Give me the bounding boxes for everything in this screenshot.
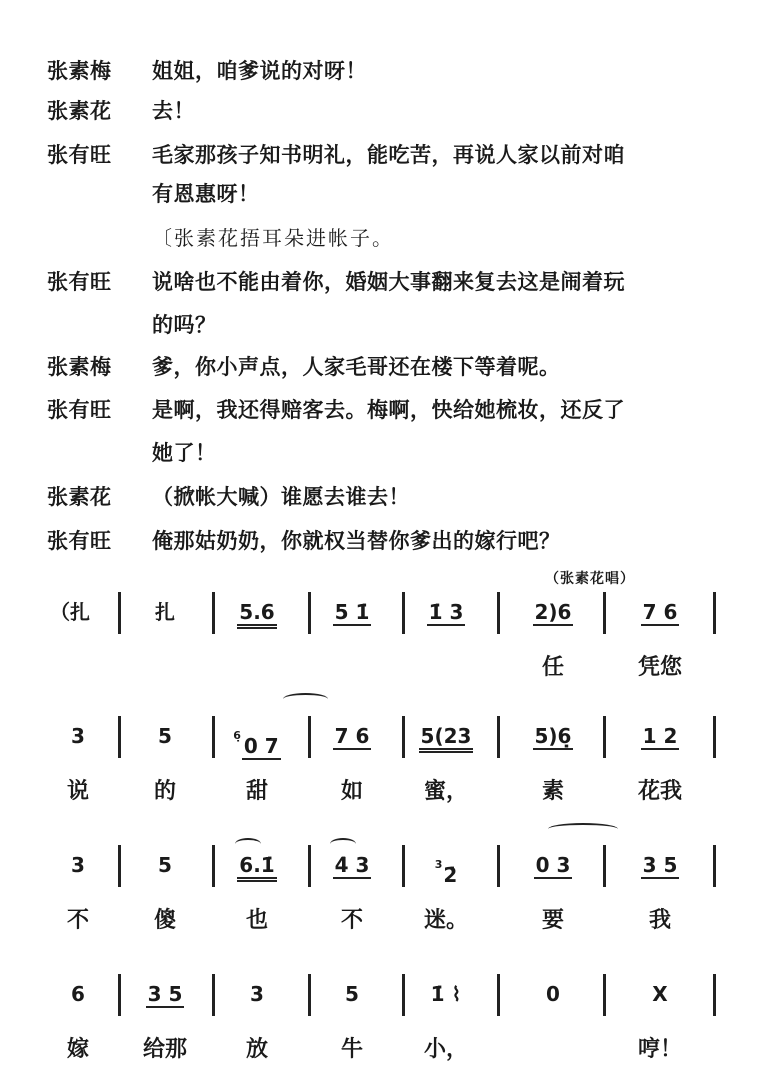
lyric-syllable: 我	[648, 908, 671, 933]
note-text: 0	[546, 982, 560, 1006]
note-cell	[212, 724, 302, 760]
lyric-syllable: 不	[340, 908, 363, 933]
note-text: X	[652, 982, 668, 1006]
dialogue-text: 俺那姑奶奶，你就权当替你爹出的嫁行吧？	[152, 529, 561, 553]
lyric-syllable: 甜	[245, 779, 268, 804]
bar-line	[603, 592, 606, 634]
bar-line	[603, 845, 606, 887]
lyric-syllable: 要	[541, 908, 564, 933]
note-cell	[307, 982, 397, 1006]
note-text: 5	[158, 853, 172, 877]
lyric-syllable: 花我	[637, 779, 682, 804]
dialogue-text: 爹，你小声点，人家毛哥还在楼下等着呢。	[152, 355, 561, 379]
dialogue-text: 毛家那孩子知书明礼，能吃苦，再说人家以前对咱	[152, 143, 625, 167]
dialogue-text: 去！	[152, 99, 195, 123]
slur	[330, 838, 356, 850]
note-text: 2)6	[534, 600, 572, 624]
note-text: 7 6	[642, 600, 678, 624]
note-text: 5 1̇	[334, 600, 370, 624]
speaker-name: 张有旺	[47, 143, 112, 167]
note-cell	[401, 724, 491, 753]
bar-line	[603, 974, 606, 1016]
bar-line	[713, 845, 716, 887]
lyric-syllable: 小，	[423, 1037, 468, 1062]
lyric-syllable: 牛	[340, 1037, 363, 1062]
note-text: 0 3	[535, 853, 571, 877]
note-text: 3	[250, 982, 264, 1006]
slur	[235, 838, 261, 850]
note-text: 5.6	[237, 600, 276, 629]
lyric-syllable: 蜜，	[423, 779, 468, 804]
note-cell	[307, 600, 397, 626]
lyric-syllable: 傻	[153, 908, 176, 933]
note-text: 3 5	[642, 853, 678, 877]
lyric-syllable: 也	[245, 908, 268, 933]
note-cell	[401, 853, 491, 887]
note-cell	[615, 724, 705, 750]
speaker-name: 张有旺	[47, 398, 112, 422]
dialogue-text: 姐姐，咱爹说的对呀！	[152, 59, 367, 83]
note-cell	[33, 982, 123, 1006]
note-cell	[212, 853, 302, 882]
lyric-syllable: 如	[340, 779, 363, 804]
note-text: 6	[71, 982, 85, 1006]
dialogue-text: 说啥也不能由着你，婚姻大事翻来复去这是闹着玩	[152, 270, 625, 294]
note-cell	[508, 982, 598, 1006]
note-cell	[307, 853, 397, 879]
note-text: 7 6	[334, 724, 370, 748]
dialogue-text: 是啊，我还得赔客去。梅啊，快给她梳妆，还反了	[152, 398, 625, 422]
speaker-name: 张有旺	[47, 270, 112, 294]
note-cell	[212, 600, 302, 629]
lyric-syllable: 放	[245, 1037, 268, 1062]
bar-line	[603, 716, 606, 758]
lyric-syllable: 素	[541, 779, 564, 804]
bar-line	[497, 716, 500, 758]
lyric-syllable: 不	[66, 908, 89, 933]
note-cell	[212, 982, 302, 1006]
note-text: 3 5	[147, 982, 183, 1006]
bar-line	[497, 845, 500, 887]
grace-note: 6̣	[233, 729, 241, 742]
note-cell	[508, 853, 598, 879]
bar-line	[497, 974, 500, 1016]
note-cell	[401, 600, 491, 626]
lyric-syllable: 给那	[142, 1037, 187, 1062]
note-text: 2̇	[443, 863, 458, 887]
lyric-syllable: 迷。	[423, 908, 468, 933]
lyric-syllable: 嫁	[66, 1037, 89, 1062]
note-cell	[50, 600, 90, 624]
note-text: 1̇ ⌇	[430, 982, 462, 1006]
note-text: 1 2	[642, 724, 678, 748]
note-text: 5)6̣	[534, 724, 572, 748]
note-cell	[615, 982, 705, 1006]
dialogue-text: （掀帐大喊）谁愿去谁去！	[152, 485, 410, 509]
bar-line	[497, 592, 500, 634]
lyric-syllable: 凭您	[637, 655, 682, 680]
bar-line	[713, 974, 716, 1016]
lyric-syllable: 任	[541, 655, 564, 680]
note-cell	[120, 853, 210, 877]
note-cell	[615, 853, 705, 879]
note-text: 6.1̇	[237, 853, 276, 882]
speaker-name: 张素花	[47, 485, 112, 509]
note-cell	[33, 724, 123, 748]
speaker-name: 张素梅	[47, 355, 112, 379]
speaker-name: 张有旺	[47, 529, 112, 553]
note-text: 扎	[155, 600, 175, 624]
note-text: 5	[158, 724, 172, 748]
note-cell	[120, 724, 210, 748]
lyric-syllable: 说	[66, 779, 89, 804]
note-cell	[508, 724, 598, 750]
dialogue-text-continued: 有恩惠呀！	[152, 182, 260, 206]
slur	[548, 823, 618, 835]
lyric-syllable: 的	[153, 779, 176, 804]
note-text: 3	[71, 853, 85, 877]
note-cell	[307, 724, 397, 750]
lyric-syllable: 哼！	[637, 1037, 682, 1062]
grace-note: 3	[434, 858, 443, 871]
note-text: 1̇ 3	[428, 600, 464, 624]
speaker-name: 张素梅	[47, 59, 112, 83]
dialogue-text-continued: 她了！	[152, 441, 217, 465]
speaker-name: 张素花	[47, 99, 112, 123]
note-cell	[615, 600, 705, 626]
note-cell	[120, 600, 210, 624]
note-cell	[508, 600, 598, 626]
note-cell	[120, 982, 210, 1008]
note-text: （扎	[50, 600, 90, 624]
note-text: 5(23	[419, 724, 474, 753]
note-text: 0 7	[243, 734, 279, 758]
stage-direction: 〔张素花捂耳朵进帐子。	[152, 226, 394, 250]
note-text: 3	[71, 724, 85, 748]
note-cell	[33, 853, 123, 877]
singer-annotation: （张素花唱）	[545, 571, 635, 587]
dialogue-text-continued: 的吗？	[152, 313, 217, 337]
note-text: 4̇ 3	[334, 853, 370, 877]
bar-line	[713, 716, 716, 758]
note-cell	[401, 982, 491, 1006]
slur	[283, 693, 328, 705]
bar-line	[713, 592, 716, 634]
note-text: 5	[345, 982, 359, 1006]
